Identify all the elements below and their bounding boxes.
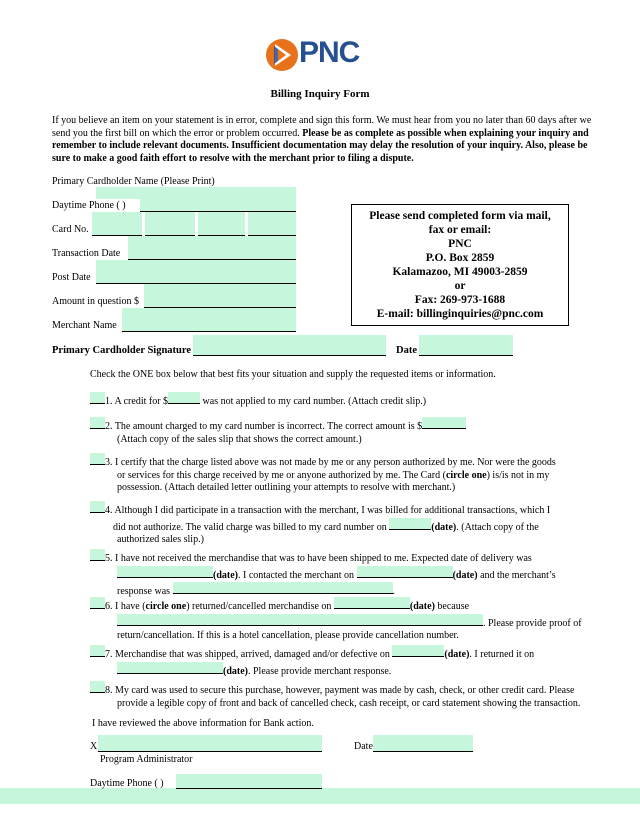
- signature-date-label: Date: [396, 345, 417, 356]
- option-3-checkbox[interactable]: [90, 453, 105, 465]
- form-title: Billing Inquiry Form: [270, 88, 370, 100]
- option-text: provide a legible copy of front and back of cancelled check, cash receipt, or card statement showing the transaction.: [117, 697, 581, 709]
- card-no-field-2[interactable]: [145, 212, 195, 236]
- option-text: . I contacted the merchant on: [238, 569, 357, 581]
- option-text: or services for this charge received by me or anyone authorized by me. The Card (: [117, 469, 446, 481]
- option-text: 5. I have not received the merchandise that was to have been shipped to me. Expected date of delivery was: [105, 553, 532, 564]
- option-text: (Attach copy of the sales slip that shows the correct amount.): [117, 433, 362, 445]
- option-2: [90, 417, 466, 446]
- option-5-checkbox[interactable]: [90, 549, 105, 561]
- option-3: [90, 453, 556, 495]
- option-text: and the merchant’s: [477, 569, 556, 581]
- option-text: (date): [431, 521, 457, 533]
- return-reason-field[interactable]: [117, 614, 483, 626]
- pnc-logo-icon: [265, 38, 299, 72]
- mail-box-line: P.O. Box 2859: [425, 252, 495, 264]
- amount-label: Amount in question $: [52, 296, 139, 307]
- post-date-field[interactable]: [96, 260, 296, 284]
- option-text: response was: [117, 586, 173, 597]
- merchant-response-field[interactable]: [173, 582, 393, 594]
- option-text: did not authorize. The valid charge was billed to my card number on: [113, 521, 390, 533]
- option-2-checkbox[interactable]: [90, 417, 105, 429]
- transaction-date-label: Transaction Date: [52, 248, 121, 259]
- option-text: ) returned/cancelled merchandise on: [186, 601, 334, 612]
- credit-amount-field[interactable]: [168, 392, 200, 404]
- intro-plain: If you believe an item on your statement is in error, complete and sign this form. We must hear from you no later than 60 days after we send you the first bill on which the error or problem occurred.: [52, 115, 592, 139]
- admin-date-field[interactable]: [373, 735, 473, 752]
- returned-on-date-field[interactable]: [117, 662, 223, 674]
- option-text: 6. I have (: [105, 601, 146, 612]
- option-text: (date): [444, 649, 470, 660]
- merchant-name-field[interactable]: [122, 308, 296, 332]
- option-text: . Please provide merchant response.: [248, 665, 392, 677]
- option-text: (date): [213, 569, 238, 581]
- option-text: (date): [409, 601, 435, 612]
- intro-bold: Please be as complete as possible when explaining your inquiry and remember to include relevant documents. Insufficient documentation may delay the resolution of your inquiry. Also, please be sure to make a good faith effort to resolve with the merchant prior to filing a dispute.: [52, 127, 589, 164]
- option-text: possession. (Attach detailed letter outlining your attempts to resolve with merchant.): [117, 482, 456, 493]
- option-8-checkbox[interactable]: [90, 681, 105, 693]
- mail-box-line: Fax: 269-973-1688: [414, 294, 506, 306]
- option-text: ) is/is not in my: [486, 469, 550, 481]
- card-no-field-1[interactable]: [92, 212, 142, 236]
- cardholder-name-field[interactable]: [96, 187, 296, 199]
- admin-phone-field[interactable]: [176, 774, 322, 789]
- admin-phone-label: Daytime Phone ( ): [90, 778, 164, 789]
- mail-box-email: E-mail: billinginquiries@pnc.com: [376, 308, 544, 320]
- bottom-fill-band: [0, 788, 640, 804]
- option-text: 2. The amount charged to my card number is incorrect. The correct amount is $: [105, 421, 423, 432]
- option-text: because: [434, 601, 470, 612]
- option-text: was not applied to my card number. (Attach credit slip.): [200, 396, 427, 407]
- merchant-name-label: Merchant Name: [52, 320, 117, 331]
- option-8: [90, 681, 580, 710]
- mail-box-line: PNC: [448, 238, 472, 250]
- option-4: [90, 501, 550, 547]
- x-mark: X: [90, 741, 98, 752]
- card-no-field-4[interactable]: [248, 212, 296, 236]
- option-7: [90, 645, 534, 678]
- mail-box-line: or: [454, 280, 466, 292]
- option-6-checkbox[interactable]: [90, 597, 105, 609]
- option-1-checkbox[interactable]: [90, 392, 105, 404]
- card-no-label: Card No.: [52, 224, 89, 235]
- option-text: 4. Although I did participate in a transaction with the merchant, I was billed for additional transactions, which I: [105, 505, 551, 516]
- transaction-date-field[interactable]: [128, 236, 296, 260]
- option-text: circle one: [445, 469, 487, 481]
- signature-date-field[interactable]: [419, 335, 513, 356]
- card-no-field-3[interactable]: [198, 212, 245, 236]
- option-text: 1. A credit for $: [105, 396, 169, 407]
- intro-paragraph: [52, 115, 592, 165]
- mail-instructions-box: [351, 204, 569, 326]
- admin-date-label: Date: [354, 741, 373, 752]
- option-text: (date): [223, 665, 248, 677]
- contact-date-field[interactable]: [357, 566, 453, 578]
- option-text: return/cancellation. If this is a hotel cancellation, please provide cancellation number.: [117, 630, 459, 641]
- review-statement: I have reviewed the above information for Bank action.: [92, 718, 314, 729]
- option-text: circle one: [145, 601, 187, 612]
- amount-field[interactable]: [144, 284, 296, 308]
- option-7-checkbox[interactable]: [90, 645, 105, 657]
- option-text: 8. My card was used to secure this purchase, however, payment was made by cash, check, or other credit card. Please: [105, 685, 575, 696]
- correct-amount-field[interactable]: [422, 417, 466, 429]
- option-text: 3. I certify that the charge listed above was not made by me or any person authorized by me. Nor were the goods: [105, 457, 556, 468]
- admin-signature-field[interactable]: [98, 735, 322, 752]
- option-1: [90, 392, 426, 409]
- option-text: . Please provide proof of: [483, 617, 582, 629]
- option-text: authorized sales slip.): [117, 534, 204, 545]
- instructions: Check the ONE box below that best fits your situation and supply the requested items or information.: [90, 369, 496, 380]
- option-4-checkbox[interactable]: [90, 501, 105, 513]
- mail-box-line: Please send completed form via mail,: [369, 210, 551, 222]
- mail-box-line: Kalamazoo, MI 49003-2859: [392, 266, 528, 278]
- defective-date-field[interactable]: [392, 645, 444, 657]
- brand-name: PNC: [299, 36, 360, 69]
- option-text: . (Attach copy of the: [456, 521, 539, 533]
- option-text: 7. Merchandise that was shipped, arrived, damaged and/or defective on: [105, 649, 393, 660]
- cardholder-name-label: Primary Cardholder Name (Please Print): [52, 176, 215, 187]
- valid-charge-date-field[interactable]: [389, 518, 431, 530]
- returned-date-field[interactable]: [334, 597, 410, 609]
- option-6: [90, 597, 582, 643]
- daytime-phone-label: Daytime Phone ( ): [52, 200, 126, 211]
- post-date-label: Post Date: [52, 272, 91, 283]
- signature-label: Primary Cardholder Signature: [52, 345, 192, 356]
- delivery-date-field[interactable]: [117, 566, 213, 578]
- signature-field[interactable]: [193, 335, 386, 356]
- option-text: . I returned it on: [469, 649, 535, 660]
- mail-box-line: fax or email:: [428, 224, 492, 236]
- option-text: (date): [452, 569, 478, 581]
- program-admin-label: Program Administrator: [100, 754, 193, 765]
- daytime-phone-field[interactable]: [140, 199, 296, 212]
- option-5: 5. I have not received the merchandise that was to have been shipped to me. Expected date of delivery was (date). I contacted the merchant on (date) and the merchant’s response was .: [90, 549, 556, 599]
